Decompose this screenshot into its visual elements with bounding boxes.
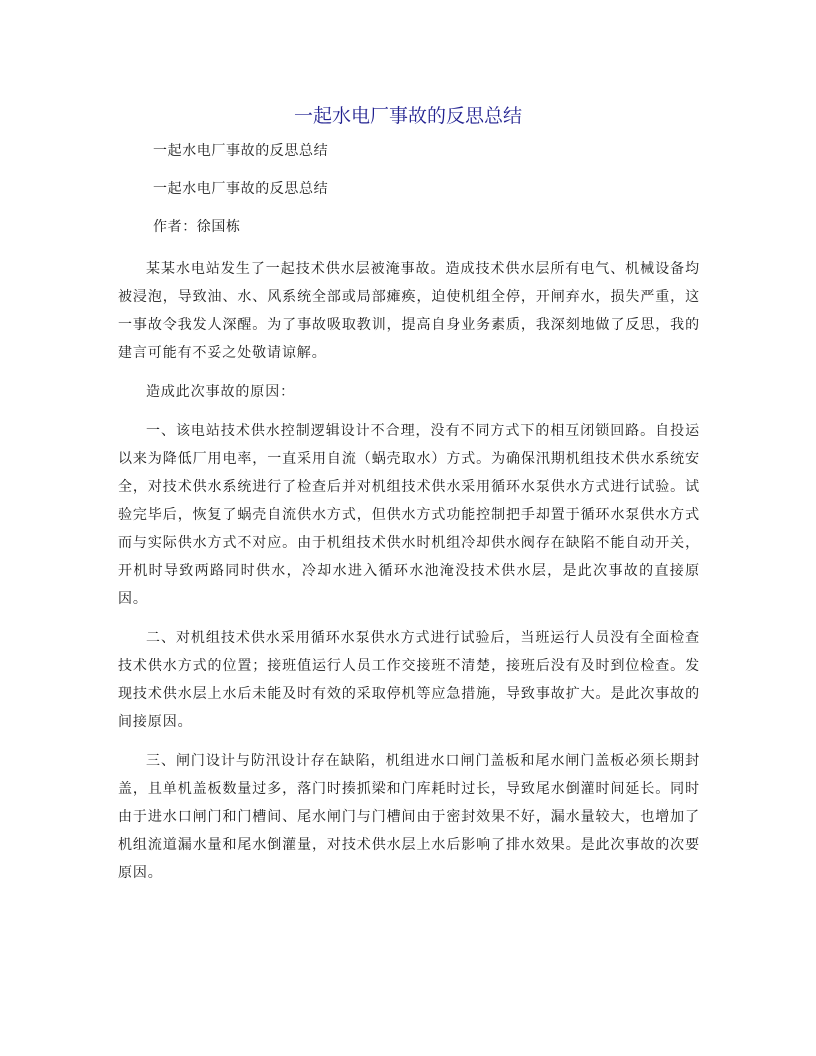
subtitle-line-2: 一起水电厂事故的反思总结 — [153, 181, 329, 197]
paragraph-cause-2: 二、对机组技术供水采用循环水泵供水方式进行试验后，当班运行人员没有全面检查技术供水方式的位置；接班值运行人员工作交接班不清楚，接班后没有及时到位检查。发现技术供水层上水后未能及时有效的采取停机等应急措施，导致事故扩大。是此次事故的间接原因。 — [118, 630, 700, 730]
paragraph-cause-1: 一、该电站技术供水控制逻辑设计不合理，没有不同方式下的相互闭锁回路。自投运以来为降低厂用电率，一直采用自流（蜗壳取水）方式。为确保汛期机组技术供水系统安全，对技术供水系统进行了检查后并对机组技术供水采用循环水泵供水方式进行试验。试验完毕后，恢复了蜗壳自流供水方式，但供水方式功能控制把手却置于循环水泵供水方式而与实际供水方式不对应。由于机组技术供水时机组冷却供水阀存在缺陷不能自动开关，开机时导致两路同时供水，冷却水进入循环水池淹没技术供水层，是此次事故的直接原因。 — [118, 423, 700, 607]
document-body — [118, 141, 700, 898]
subtitle-line-1: 一起水电厂事故的反思总结 — [153, 143, 329, 159]
document-title: 一起水电厂事故的反思总结 — [293, 105, 522, 127]
paragraph-intro: 某某水电站发生了一起技术供水层被淹事故。造成技术供水层所有电气、机械设备均被浸泡，导致油、水、风系统全部或局部瘫痪，迫使机组全停，开闸弃水，损失严重，这一事故令我发人深醒。为了事故吸取教训，提高自身业务素质，我深刻地做了反思，我的建言可能有不妥之处敬请谅解。 — [118, 261, 700, 361]
paragraph-cause-3: 三、闸门设计与防汛设计存在缺陷，机组进水口闸门盖板和尾水闸门盖板必须长期封盖，且单机盖板数量过多，落门时揍抓梁和门库耗时过长，导致尾水倒灌时间延长。同时由于进水口闸门和门槽间、尾水闸门与门槽间由于密封效果不好，漏水量较大，也增加了机组流道漏水量和尾水倒灌量，对技术供水层上水后影响了排水效果。是此次事故的次要原因。 — [118, 753, 700, 881]
author-line: 作者：徐国栋 — [153, 219, 241, 235]
paragraph-causes-heading: 造成此次事故的原因： — [146, 384, 295, 400]
